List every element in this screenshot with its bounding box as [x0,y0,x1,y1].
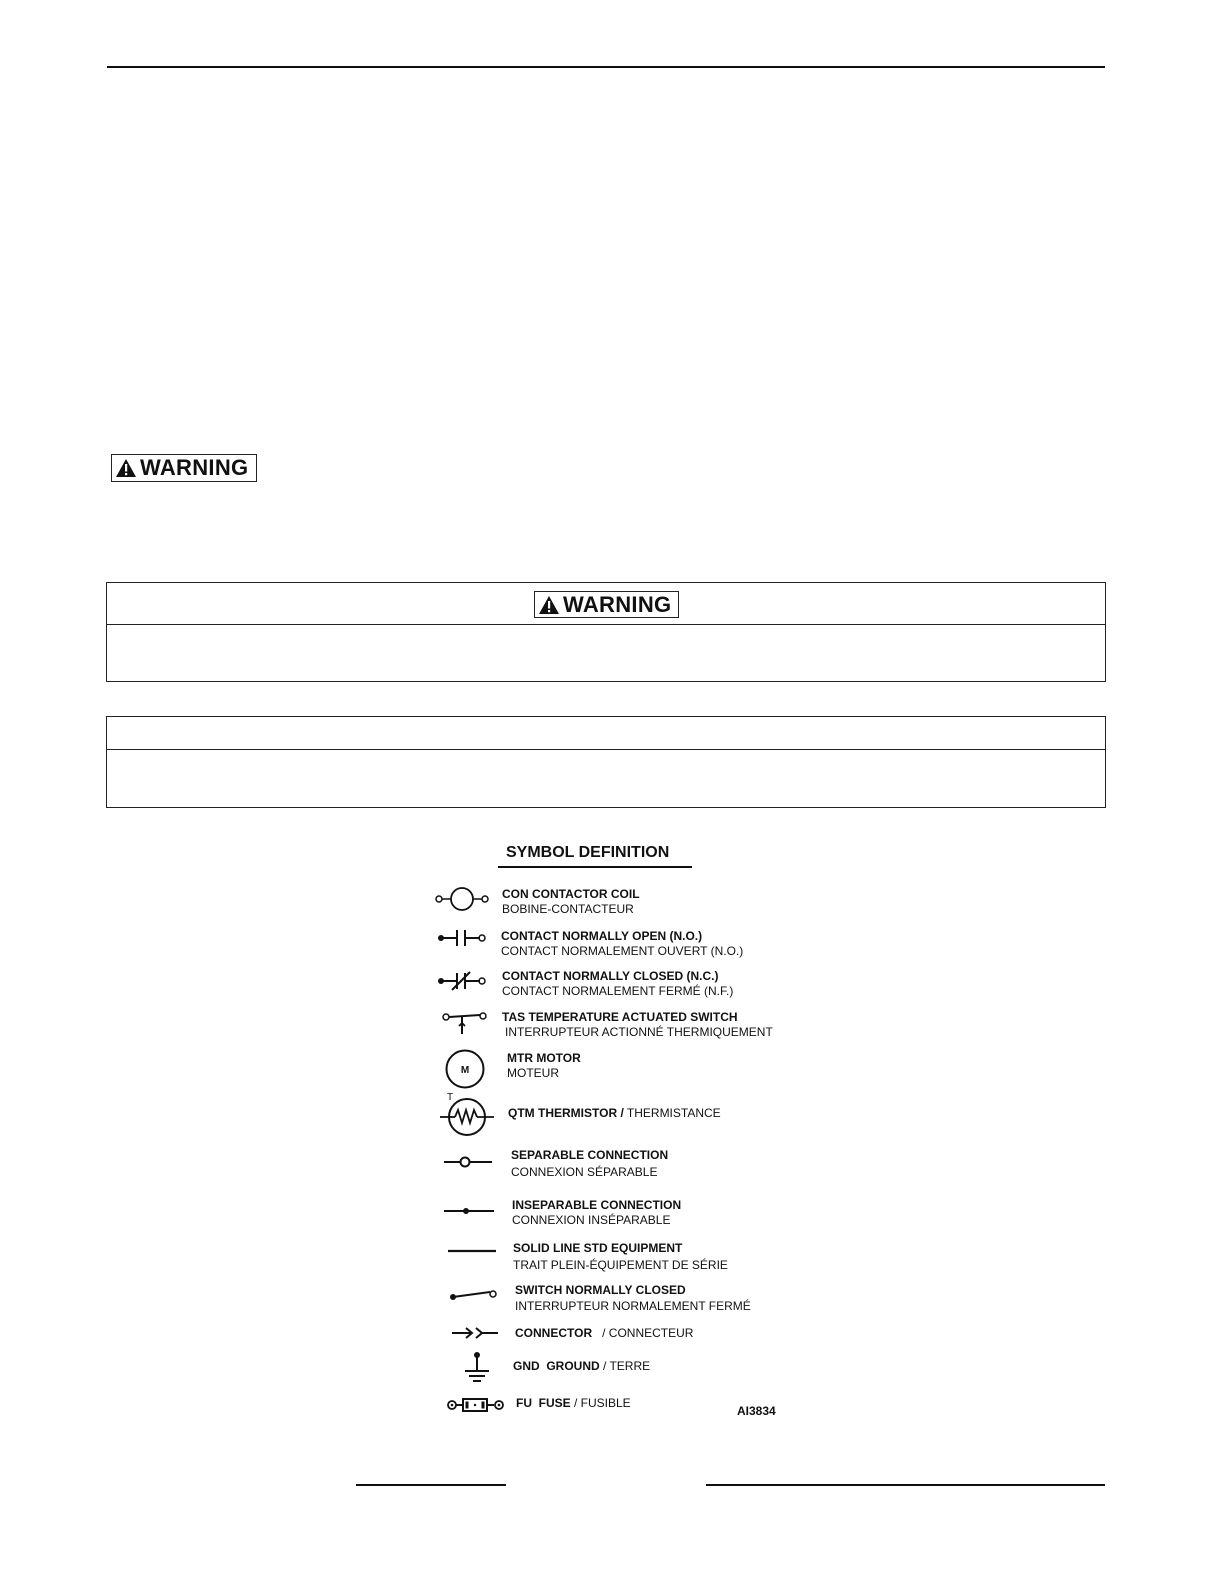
ground-icon [462,1350,492,1386]
notice-box [106,716,1106,808]
footer-rule-left [356,1484,506,1486]
symbol-row-fuse: FU FUSE / FUSIBLE [516,1396,631,1410]
symbol-title-underline [498,866,692,868]
symbol-row-contact-nc: CONTACT NORMALLY CLOSED (N.C.) CONTACT NORMALEMENT FERMÉ (N.F.) [502,969,734,998]
warning-triangle-icon [538,595,560,615]
warning-box [106,582,1106,682]
contact-normally-closed-icon [436,970,488,992]
connector-icon [452,1324,500,1342]
thermistor-icon [438,1090,496,1140]
figure-code: AI3834 [737,1404,776,1418]
separable-connection-icon [444,1154,494,1170]
warning-box-divider [107,624,1105,625]
symbol-row-contactor-coil: CON CONTACTOR COIL BOBINE-CONTACTEUR [502,887,640,916]
inseparable-connection-icon [444,1204,496,1218]
symbol-definition-title: SYMBOL DEFINITION [506,844,670,861]
motor-icon [444,1048,486,1090]
fuse-icon [446,1396,506,1414]
symbol-row-contact-no: CONTACT NORMALLY OPEN (N.O.) CONTACT NORMALEMENT OUVERT (N.O.) [501,929,744,958]
notice-box-divider [107,749,1105,750]
warning-box-badge [534,591,679,618]
contact-normally-open-icon [436,928,488,948]
header-rule [107,66,1105,68]
symbol-row-connector: CONNECTOR / CONNECTEUR [515,1326,694,1340]
symbol-row-tas: TAS TEMPERATURE ACTUATED SWITCH INTERRUPTEUR ACTIONNÉ THERMIQUEMENT [502,1010,773,1039]
contactor-coil-icon [434,884,490,914]
motor-icon-letter: M [460,1065,470,1076]
warning-triangle-icon [115,458,137,478]
symbol-row-inseparable: INSEPARABLE CONNECTION CONNEXION INSÉPARABLE [512,1198,682,1227]
warning-label: WARNING [140,455,249,480]
symbol-row-motor: MTR MOTOR MOTEUR [507,1051,581,1080]
temperature-switch-icon [440,1010,490,1036]
warning-box-label: WARNING [563,591,672,617]
switch-normally-closed-icon [448,1286,500,1304]
symbol-row-thermistor: QTM THERMISTOR / THERMISTANCE [508,1106,721,1120]
footer-rule-right [706,1484,1105,1486]
symbol-row-switch-nc: SWITCH NORMALLY CLOSED INTERRUPTEUR NORMALEMENT FERMÉ [515,1283,751,1313]
symbol-row-solid-line: SOLID LINE STD EQUIPMENT TRAIT PLEIN-ÉQUIPEMENT DE SÉRIE [513,1241,728,1272]
symbol-row-separable: SEPARABLE CONNECTION CONNEXION SÉPARABLE [511,1148,669,1179]
warning-badge [111,454,257,482]
solid-line-icon [448,1245,498,1257]
symbol-row-ground: GND GROUND / TERRE [513,1359,651,1373]
thermistor-icon-letter: T [447,1092,454,1103]
